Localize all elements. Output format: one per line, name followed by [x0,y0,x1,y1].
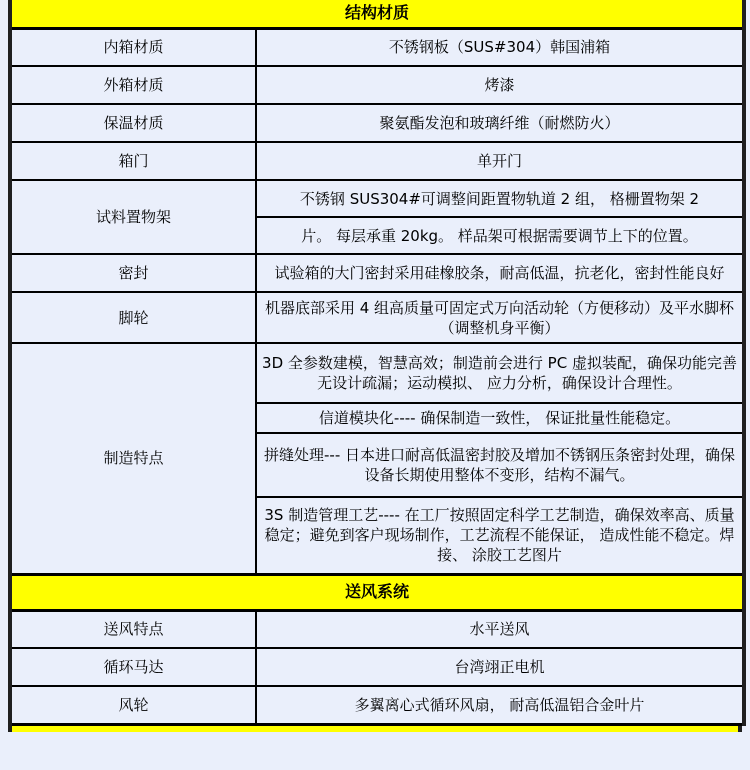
spec-value-casters: 机器底部采用 4 组高质量可固定式万向活动轮（方便移动）及平水脚杯（调整机身平衡） [256,292,744,343]
spec-value-sample-shelf-2: 片。 每层承重 20kg。 样品架可根据需要调节上下的位置。 [256,217,744,254]
spec-label-manufacturing-features: 制造特点 [10,343,256,574]
spec-value-air-supply-feature: 水平送风 [256,610,744,648]
table-row [10,254,744,292]
spec-value-sample-shelf-1: 不锈钢 SUS304#可调整间距置物轨道 2 组， 格栅置物架 2 [256,180,744,217]
table-row [10,104,744,142]
table-row [10,66,744,104]
spec-table [8,0,746,726]
table-row [10,686,744,724]
spec-value-sealing: 试验箱的大门密封采用硅橡胶条，耐高低温，抗老化，密封性能良好 [256,254,744,292]
spec-label-inner-box-material: 内箱材质 [10,28,256,66]
spec-label-sample-shelf: 试料置物架 [10,180,256,254]
spec-label-chamber-door: 箱门 [10,142,256,180]
table-row [10,648,744,686]
spec-label-sealing: 密封 [10,254,256,292]
table-row [10,292,744,343]
partial-section-header [8,726,742,732]
spec-label-circulation-motor: 循环马达 [10,648,256,686]
spec-value-chamber-door: 单开门 [256,142,744,180]
spec-label-casters: 脚轮 [10,292,256,343]
spec-value-manufacturing-4: 3S 制造管理工艺---- 在工厂按照固定科学工艺制造，确保效率高、质量稳定；避免到客户现场制作，工艺流程不能保证， 造成性能不稳定。焊接、 涂胶工艺图片 [256,497,744,574]
spec-value-manufacturing-1: 3D 全参数建模，智慧高效；制造前会进行 PC 虚拟装配，确保功能完善无设计疏漏；运动模拟、 应力分析，确保设计合理性。 [256,343,744,403]
spec-value-inner-box-material: 不锈钢板（SUS#304）韩国浦箱 [256,28,744,66]
spec-value-outer-box-material: 烤漆 [256,66,744,104]
section-header-structure-materials [10,0,744,28]
spec-value-insulation-material: 聚氨酯发泡和玻璃纤维（耐燃防火） [256,104,744,142]
spec-value-manufacturing-3: 拼缝处理--- 日本进口耐高低温密封胶及增加不锈钢压条密封处理，确保设备长期使用整体不变形，结构不漏气。 [256,433,744,497]
table-row [10,142,744,180]
spec-label-insulation-material: 保温材质 [10,104,256,142]
spec-label-outer-box-material: 外箱材质 [10,66,256,104]
spec-value-circulation-motor: 台湾翊正电机 [256,648,744,686]
section-header-air-supply-system [10,574,744,610]
spec-value-manufacturing-2: 信道模块化---- 确保制造一致性， 保证批量性能稳定。 [256,403,744,433]
table-row [10,180,744,217]
spec-label-fan-wheel: 风轮 [10,686,256,724]
table-row [10,343,744,403]
section-title: 送风系统 [10,574,744,610]
table-row [10,610,744,648]
table-row [10,28,744,66]
spec-label-air-supply-feature: 送风特点 [10,610,256,648]
section-title: 结构材质 [10,0,744,28]
spec-value-fan-wheel: 多翼离心式循环风扇， 耐高低温铝合金叶片 [256,686,744,724]
